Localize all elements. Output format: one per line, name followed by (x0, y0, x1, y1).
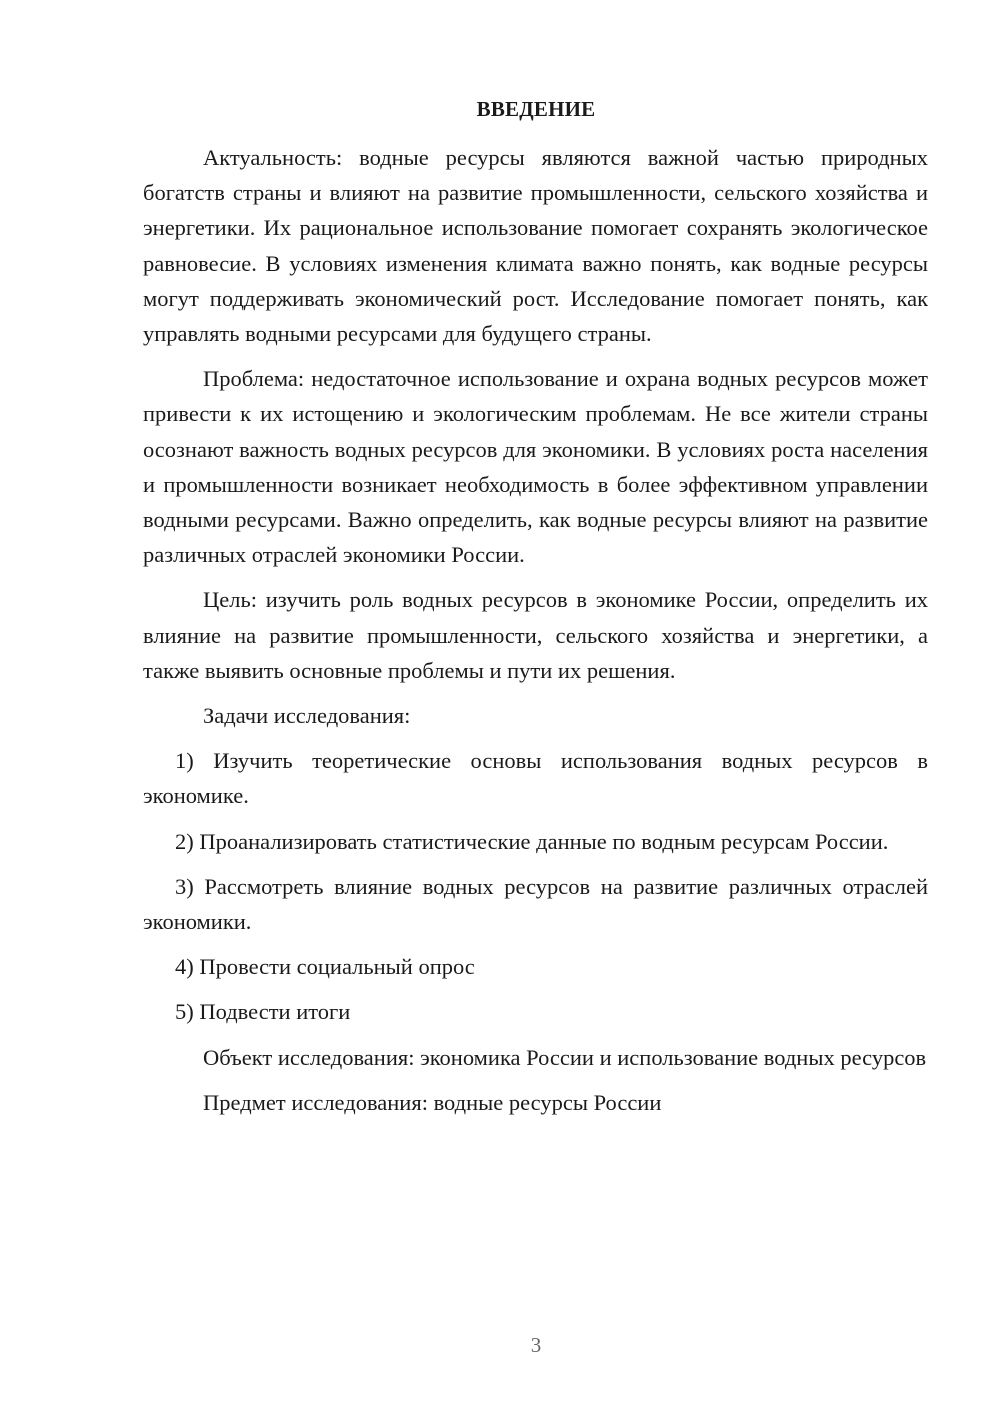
paragraph-problem: Проблема: недостаточное использование и охрана водных ресурсов может привести к их истощению и экологическим проблемам. Не все жители страны осознают важность водных ресурсов для экономики. В условиях роста населения и промышленности возникает необходимость в более эффективном управлении водными ресурсами. Важно определить, как водные ресурсы влияют на развитие различных отраслей экономики России. (143, 366, 928, 568)
task-item-5: 5) Подвести итоги (175, 999, 351, 1025)
document-body (143, 140, 928, 1130)
task-item-3: 3) Рассмотреть влияние водных ресурсов на развитие различных отраслей экономики. (143, 873, 928, 935)
paragraph-goal: Цель: изучить роль водных ресурсов в экономике России, определить их влияние на развитие промышленности, сельского хозяйства и энергетики, а также выявить основные проблемы и пути их решения. (143, 587, 928, 683)
page-title: ВВЕДЕНИЕ (476, 97, 596, 121)
paragraph-tasks-heading: Задачи исследования: (203, 703, 411, 729)
task-item-4: 4) Провести социальный опрос (175, 954, 475, 980)
page-number: 3 (530, 1333, 542, 1357)
task-item-1: 1) Изучить теоретические основы использования водных ресурсов в экономике. (143, 748, 928, 809)
paragraph-object: Объект исследования: экономика России и использование водных ресурсов (203, 1044, 927, 1070)
paragraph-relevance: Актуальность: водные ресурсы являются важной частью природных богатств страны и влияют на развитие промышленности, сельского хозяйства и энергетики. Их рациональное использование помогает сохранять экологическое равновесие. В условиях изменения климата важно понять, как водные ресурсы могут поддерживать экономический рост. Исследование помогает понять, как управлять водными ресурсами для будущего страны. (143, 145, 928, 347)
task-item-2: 2) Проанализировать статистические данные по водным ресурсам России. (175, 828, 889, 854)
paragraph-subject: Предмет исследования: водные ресурсы России (203, 1089, 662, 1115)
